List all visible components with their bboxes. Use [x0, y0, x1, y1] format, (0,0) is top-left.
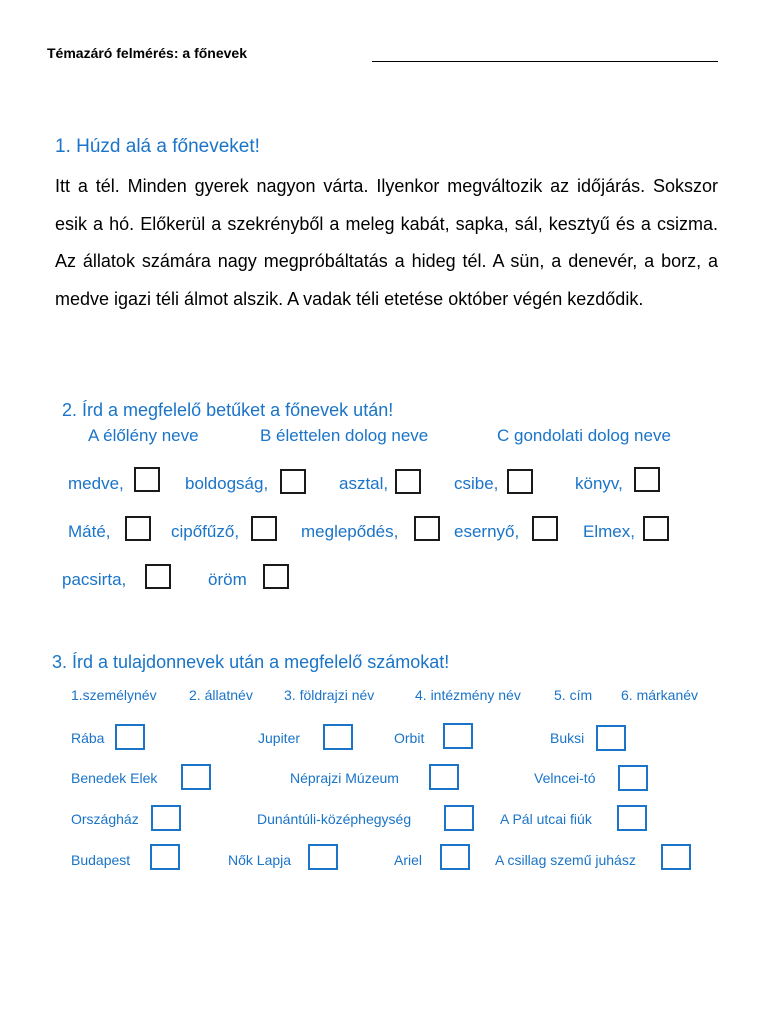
- word-item: meglepődés,: [301, 522, 399, 541]
- answer-box[interactable]: [596, 725, 626, 751]
- answer-box[interactable]: [395, 469, 421, 494]
- name-line[interactable]: [372, 61, 718, 62]
- word-item: Buksi: [550, 730, 585, 746]
- word-item: Máté,: [68, 522, 111, 541]
- answer-box[interactable]: [661, 844, 691, 870]
- word-item: medve,: [68, 474, 124, 493]
- answer-box[interactable]: [125, 516, 151, 541]
- answer-box[interactable]: [617, 805, 647, 831]
- answer-box[interactable]: [323, 724, 353, 750]
- word-item: Budapest: [71, 852, 131, 868]
- word-item: Elmex,: [583, 522, 635, 541]
- answer-box[interactable]: [643, 516, 669, 541]
- answer-box[interactable]: [145, 564, 171, 589]
- section1-title: 1. Húzd alá a főneveket!: [55, 136, 260, 157]
- answer-box[interactable]: [414, 516, 440, 541]
- legend-a: A élőlény neve: [88, 426, 199, 445]
- word-item: Nők Lapja: [228, 852, 292, 868]
- answer-box[interactable]: [251, 516, 277, 541]
- answer-box[interactable]: [532, 516, 558, 541]
- answer-box[interactable]: [150, 844, 180, 870]
- answer-box[interactable]: [263, 564, 289, 589]
- answer-box[interactable]: [634, 467, 660, 492]
- legend-3: 3. földrajzi név: [284, 687, 375, 703]
- word-item: Velncei-tó: [534, 770, 596, 786]
- word-item: Benedek Elek: [71, 770, 158, 786]
- word-item: boldogság,: [185, 474, 269, 493]
- answer-box[interactable]: [429, 764, 459, 790]
- answer-box[interactable]: [507, 469, 533, 494]
- legend-6: 6. márkanév: [621, 687, 699, 703]
- word-item: Rába: [71, 730, 105, 746]
- answer-box[interactable]: [440, 844, 470, 870]
- word-item: Néprajzi Múzeum: [290, 770, 399, 786]
- answer-box[interactable]: [444, 805, 474, 831]
- section3-title: 3. Írd a tulajdonnevek után a megfelelő számokat!: [52, 652, 450, 672]
- word-item: Jupiter: [258, 730, 301, 746]
- word-item: Országház: [71, 811, 139, 827]
- word-item: Ariel: [394, 852, 423, 868]
- legend-5: 5. cím: [554, 687, 593, 703]
- legend-4: 4. intézmény név: [415, 687, 521, 703]
- answer-box[interactable]: [618, 765, 648, 791]
- page-title: Témazáró felmérés: a főnevek: [47, 45, 247, 61]
- legend-1: 1.személynév: [71, 687, 157, 703]
- word-item: esernyő,: [454, 522, 520, 541]
- answer-box[interactable]: [280, 469, 306, 494]
- answer-box[interactable]: [151, 805, 181, 831]
- answer-box[interactable]: [443, 723, 473, 749]
- legend-2: 2. állatnév: [189, 687, 253, 703]
- word-item: Orbit: [394, 730, 425, 746]
- answer-box[interactable]: [181, 764, 211, 790]
- word-item: asztal,: [339, 474, 389, 493]
- word-item: öröm: [208, 570, 247, 589]
- legend-b: B élettelen dolog neve: [260, 426, 429, 445]
- answer-box[interactable]: [308, 844, 338, 870]
- word-item: Dunántúli-középhegység: [257, 811, 412, 827]
- section2-title: 2. Írd a megfelelő betűket a főnevek után!: [62, 400, 394, 420]
- answer-box[interactable]: [134, 467, 160, 492]
- word-item: csibe,: [454, 474, 499, 493]
- word-item: A Pál utcai fiúk: [500, 811, 592, 827]
- word-item: pacsirta,: [62, 570, 127, 589]
- section1-text: Itt a tél. Minden gyerek nagyon várta. Ilyenkor megváltozik az időjárás. Sokszor esik a hó. Előkerül a szekrényből a meleg kabát, sapka, sál, kesztyű és a csizma. Az állatok számára nagy megpróbáltatás a hideg tél. A sün, a denevér, a borz, a medve igazi téli álmot alszik. A vadak téli etetése október végén kezdődik.: [55, 176, 718, 309]
- word-item: cipőfűző,: [171, 522, 240, 541]
- word-item: könyv,: [575, 474, 623, 493]
- word-item: A csillag szemű juhász: [495, 852, 636, 868]
- legend-c: C gondolati dolog neve: [497, 426, 671, 445]
- answer-box[interactable]: [115, 724, 145, 750]
